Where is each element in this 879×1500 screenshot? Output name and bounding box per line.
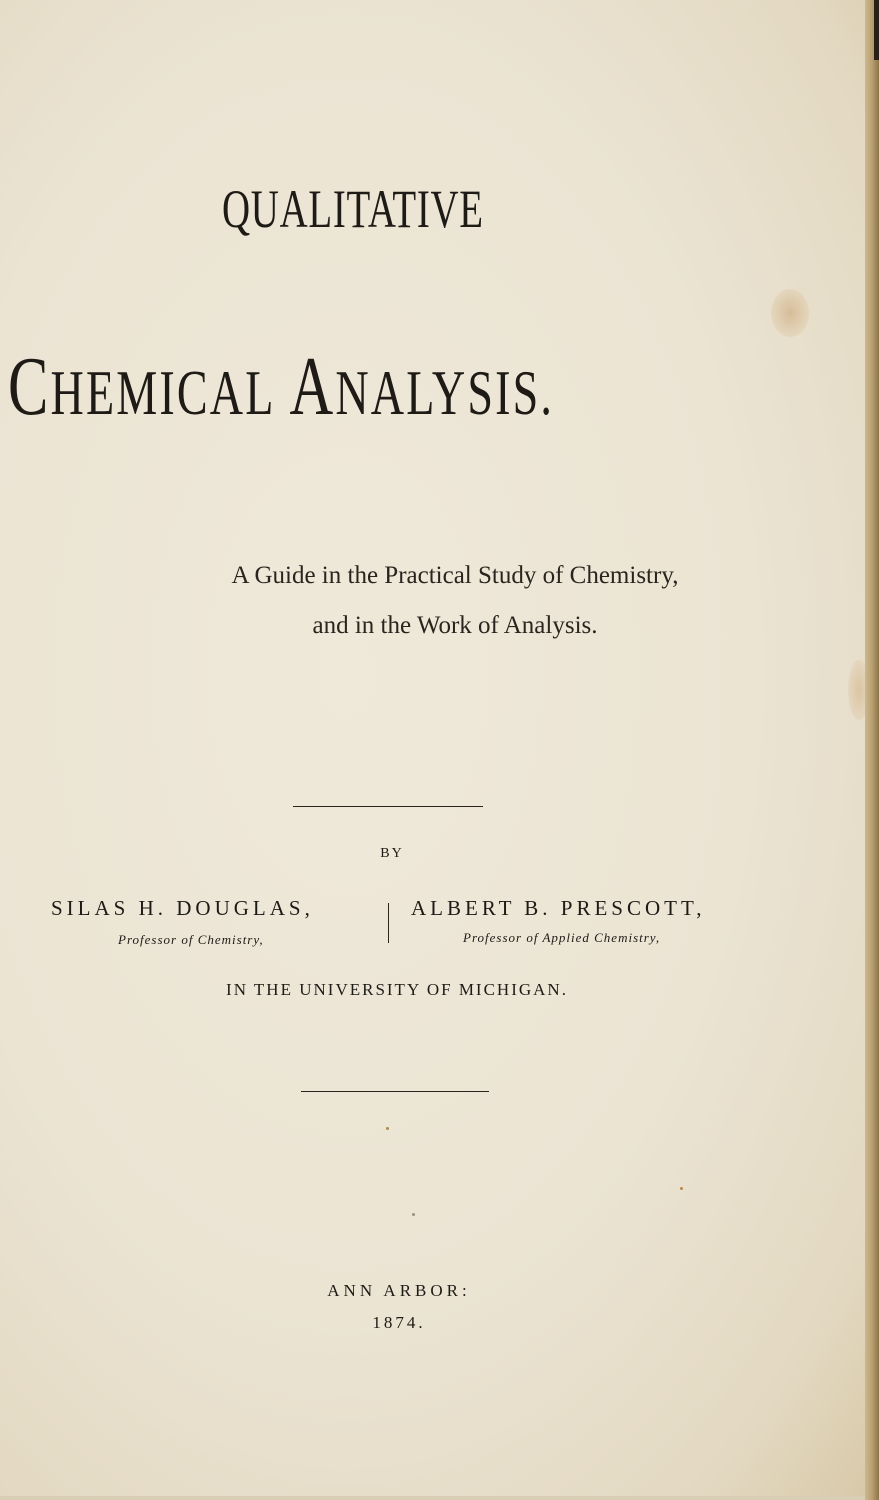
institution-line: IN THE UNIVERSITY OF MICHIGAN. bbox=[226, 980, 568, 999]
foxing-stain bbox=[771, 289, 809, 337]
author-2-role: Professor of Applied Chemistry, bbox=[463, 930, 661, 945]
title-cap-c: C bbox=[8, 340, 51, 433]
title-line-1: QUALITATIVE bbox=[222, 179, 484, 239]
horizontal-rule bbox=[301, 1091, 489, 1092]
author-1-name: SILAS H. DOUGLAS, bbox=[51, 896, 314, 920]
title-cap-a: A bbox=[289, 340, 336, 433]
foxing-speck bbox=[386, 1127, 389, 1130]
foxing-speck bbox=[412, 1213, 415, 1216]
imprint-place: ANN ARBOR: bbox=[327, 1281, 471, 1300]
binding-shadow bbox=[874, 0, 879, 60]
author-1-role: Professor of Chemistry, bbox=[118, 932, 264, 947]
author-2-name: ALBERT B. PRESCOTT, bbox=[411, 896, 706, 920]
author-divider bbox=[388, 903, 389, 943]
title-line-2 bbox=[8, 338, 750, 435]
subtitle-line-2: and in the Work of Analysis. bbox=[312, 612, 598, 639]
imprint-year: 1874. bbox=[372, 1313, 426, 1332]
title-word-hemical: HEMICAL bbox=[50, 357, 276, 428]
page-edge bbox=[865, 0, 879, 1500]
horizontal-rule bbox=[293, 806, 483, 807]
foxing-speck bbox=[680, 1187, 683, 1190]
subtitle-line-1: A Guide in the Practical Study of Chemistry, bbox=[231, 562, 679, 589]
by-label: BY bbox=[380, 846, 404, 861]
title-word-nalysis: NALYSIS. bbox=[335, 357, 555, 428]
